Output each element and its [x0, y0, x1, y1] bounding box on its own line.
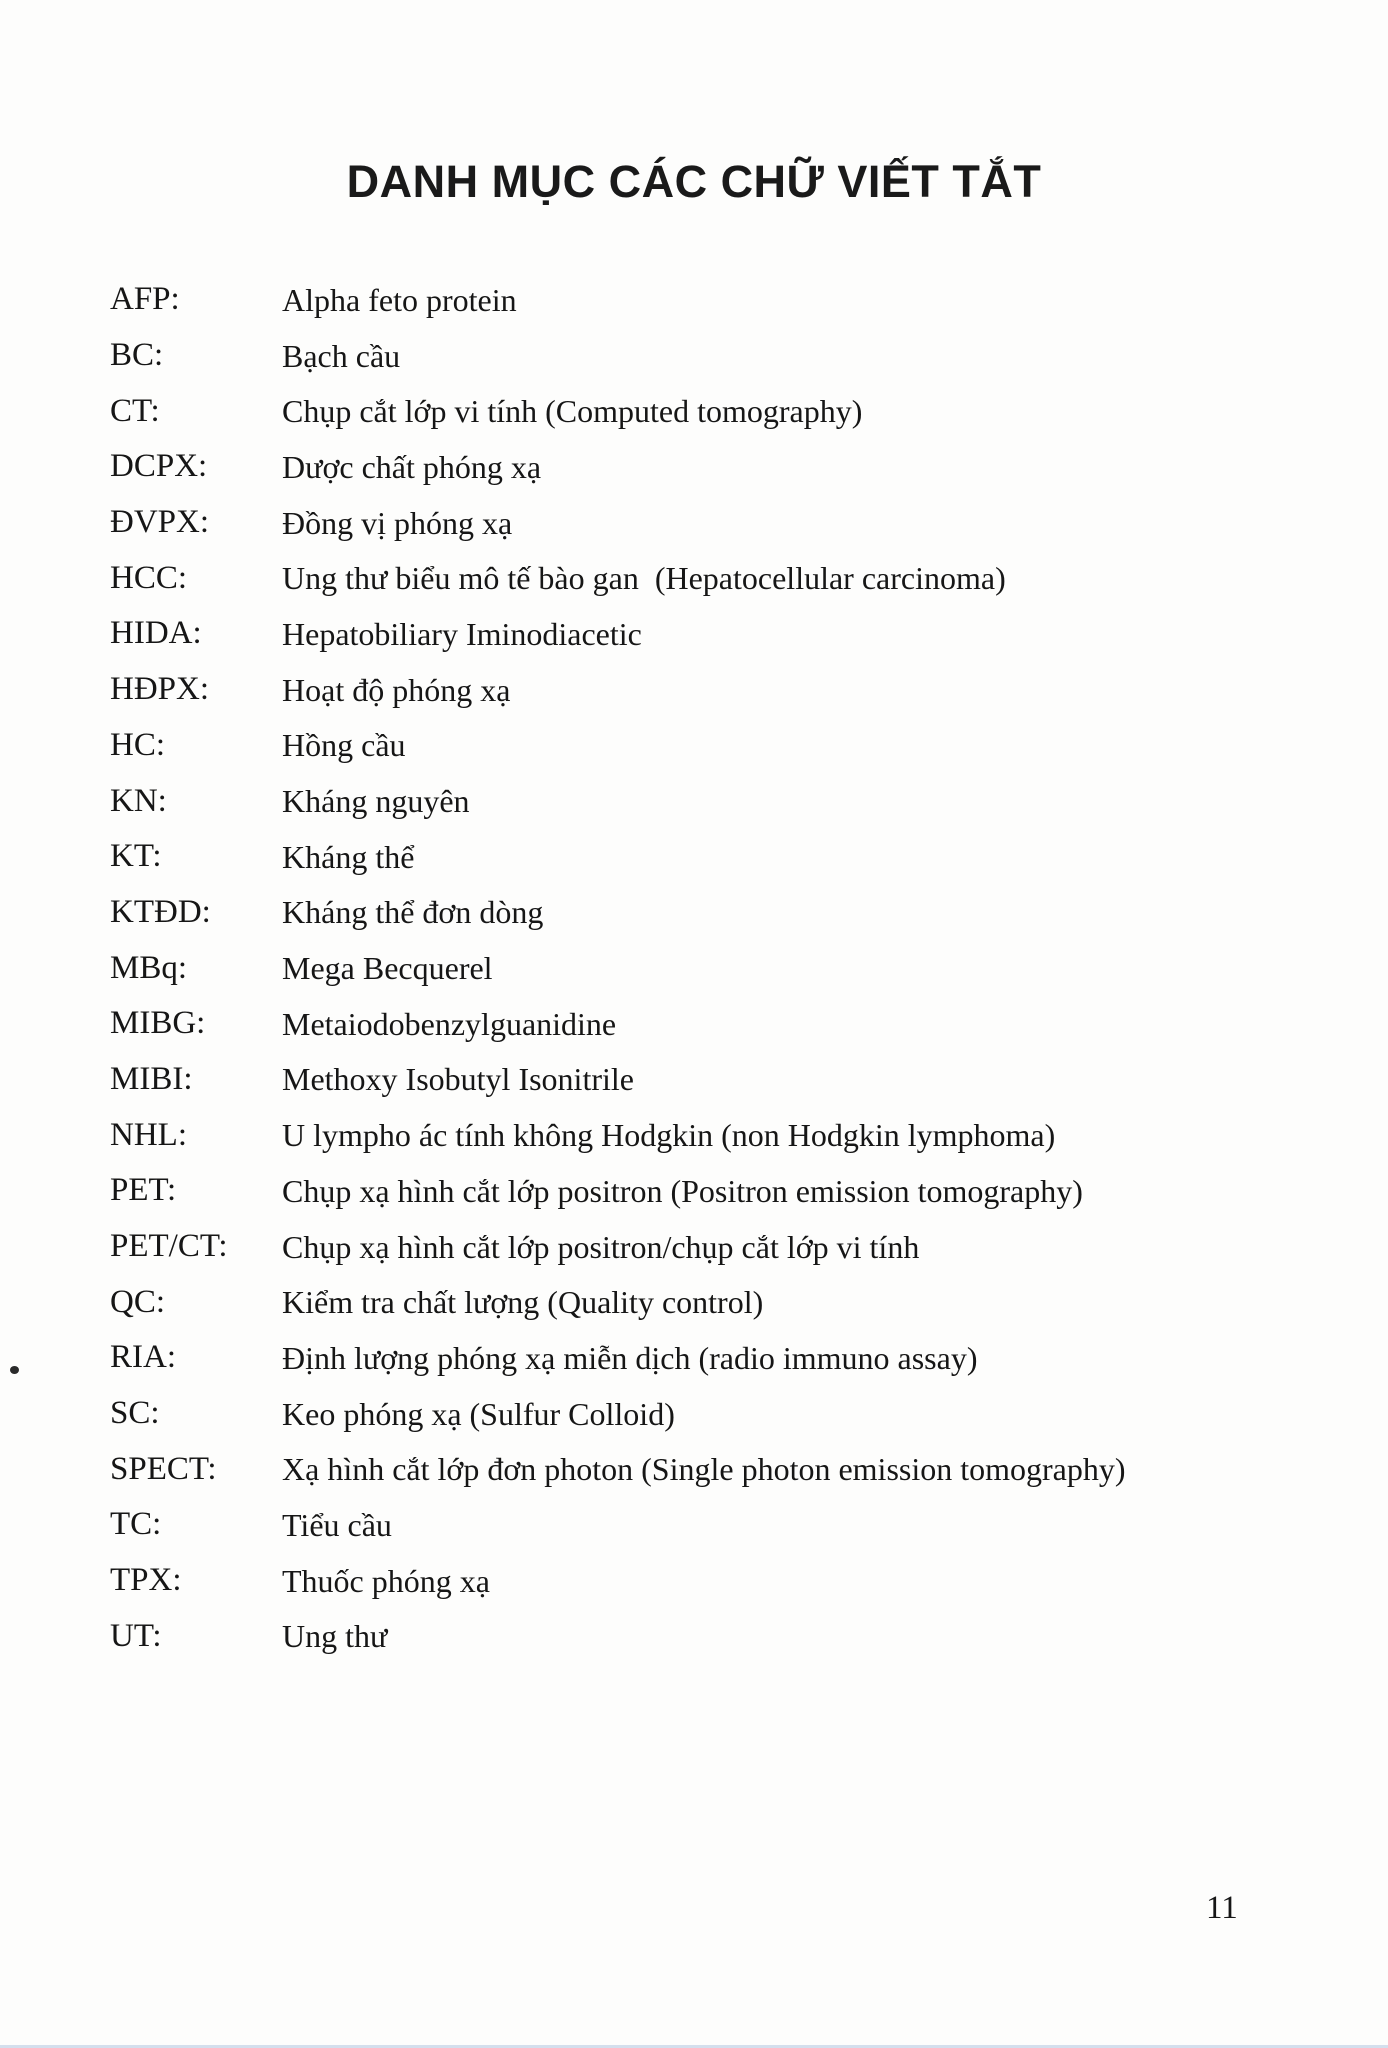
abbr-definition: Đồng vị phóng xạ [282, 504, 513, 541]
abbr-term: PET: [110, 1172, 177, 1209]
abbr-term: MIBI: [110, 1060, 193, 1097]
list-item [110, 718, 1348, 774]
abbr-definition: Ung thư [282, 1618, 388, 1655]
list-item [110, 1219, 1348, 1275]
abbr-definition: Alpha feto protein [282, 281, 517, 318]
list-item [110, 1330, 1348, 1386]
abbr-definition: Thuốc phóng xạ [282, 1562, 490, 1599]
abbr-term: MIBG: [110, 1005, 206, 1042]
page-title: DANH MỤC CÁC CHỮ VIẾT TẮT [346, 156, 1042, 208]
list-item [110, 885, 1348, 941]
list-item [110, 1274, 1348, 1330]
abbr-definition: Kiểm tra chất lượng (Quality control) [282, 1284, 764, 1321]
abbr-term: TC: [110, 1506, 162, 1543]
abbr-term: DCPX: [110, 448, 208, 485]
abbr-term: AFP: [110, 281, 180, 318]
abbr-term: SC: [110, 1395, 160, 1432]
abbr-definition: Chụp cắt lớp vi tính (Computed tomography) [282, 393, 863, 430]
abbr-term: KN: [110, 782, 167, 819]
abbr-term: RIA: [110, 1339, 176, 1376]
list-item [110, 773, 1348, 829]
abbr-definition: U lympho ác tính không Hodgkin (non Hodgkin lymphoma) [282, 1117, 1056, 1154]
list-item [110, 829, 1348, 885]
list-item [110, 1553, 1348, 1609]
abbr-term: TPX: [110, 1562, 182, 1599]
abbr-definition: Hoạt độ phóng xạ [282, 671, 511, 708]
list-item [110, 1163, 1348, 1219]
abbr-term: NHL: [110, 1116, 187, 1153]
abbr-definition: Bạch cầu [282, 337, 401, 374]
list-item [110, 940, 1348, 996]
abbr-term: UT: [110, 1617, 162, 1654]
list-item [110, 550, 1348, 606]
abbr-term: BC: [110, 337, 164, 374]
abbr-term: SPECT: [110, 1450, 217, 1487]
abbr-definition: Hepatobiliary Iminodiacetic [282, 615, 642, 652]
abbr-definition: Methoxy Isobutyl Isonitrile [282, 1061, 634, 1098]
abbr-definition: Hồng cầu [282, 727, 406, 764]
list-item [110, 1497, 1348, 1553]
list-item [110, 1386, 1348, 1442]
list-item [110, 272, 1348, 328]
abbr-definition: Metaiodobenzylguanidine [282, 1005, 617, 1042]
list-item [110, 1609, 1348, 1665]
list-item [110, 1107, 1348, 1163]
abbr-definition: Dược chất phóng xạ [282, 448, 542, 485]
abbr-definition: Ung thư biểu mô tế bào gan (Hepatocellular carcinoma) [282, 560, 1006, 597]
list-item [110, 439, 1348, 495]
abbr-term: KT: [110, 838, 162, 875]
abbr-term: ĐVPX: [110, 504, 210, 541]
list-item [110, 662, 1348, 718]
abbr-term: HC: [110, 726, 166, 763]
scan-artifact-dot [10, 1366, 19, 1374]
abbr-definition: Kháng thể [282, 838, 415, 875]
list-item [110, 383, 1348, 439]
abbr-definition: Chụp xạ hình cắt lớp positron (Positron emission tomography) [282, 1172, 1083, 1209]
abbr-term: KTĐD: [110, 893, 211, 930]
list-item [110, 495, 1348, 551]
abbr-term: HIDA: [110, 615, 202, 652]
abbr-term: HCC: [110, 559, 188, 596]
list-item [110, 996, 1348, 1052]
abbr-definition: Kháng nguyên [282, 783, 470, 820]
abbr-term: MBq: [110, 949, 188, 986]
list-item [110, 328, 1348, 384]
list-item [110, 1052, 1348, 1108]
abbr-definition: Tiểu cầu [282, 1506, 392, 1543]
list-item [110, 1441, 1348, 1497]
abbr-definition: Chụp xạ hình cắt lớp positron/chụp cắt lớp vi tính [282, 1228, 920, 1265]
abbr-definition: Mega Becquerel [282, 950, 493, 987]
abbr-definition: Keo phóng xạ (Sulfur Colloid) [282, 1395, 675, 1432]
abbr-term: PET/CT: [110, 1228, 228, 1265]
abbr-term: CT: [110, 392, 160, 429]
page-number: 11 [1206, 1890, 1238, 1926]
abbr-term: QC: [110, 1283, 166, 1320]
abbr-definition: Xạ hình cắt lớp đơn photon (Single photon emission tomography) [282, 1451, 1126, 1488]
abbr-definition: Định lượng phóng xạ miễn dịch (radio immuno assay) [282, 1339, 978, 1376]
abbr-definition: Kháng thể đơn dòng [282, 894, 544, 931]
abbreviation-list [110, 272, 1348, 1664]
abbr-term: HĐPX: [110, 671, 210, 708]
list-item [110, 606, 1348, 662]
